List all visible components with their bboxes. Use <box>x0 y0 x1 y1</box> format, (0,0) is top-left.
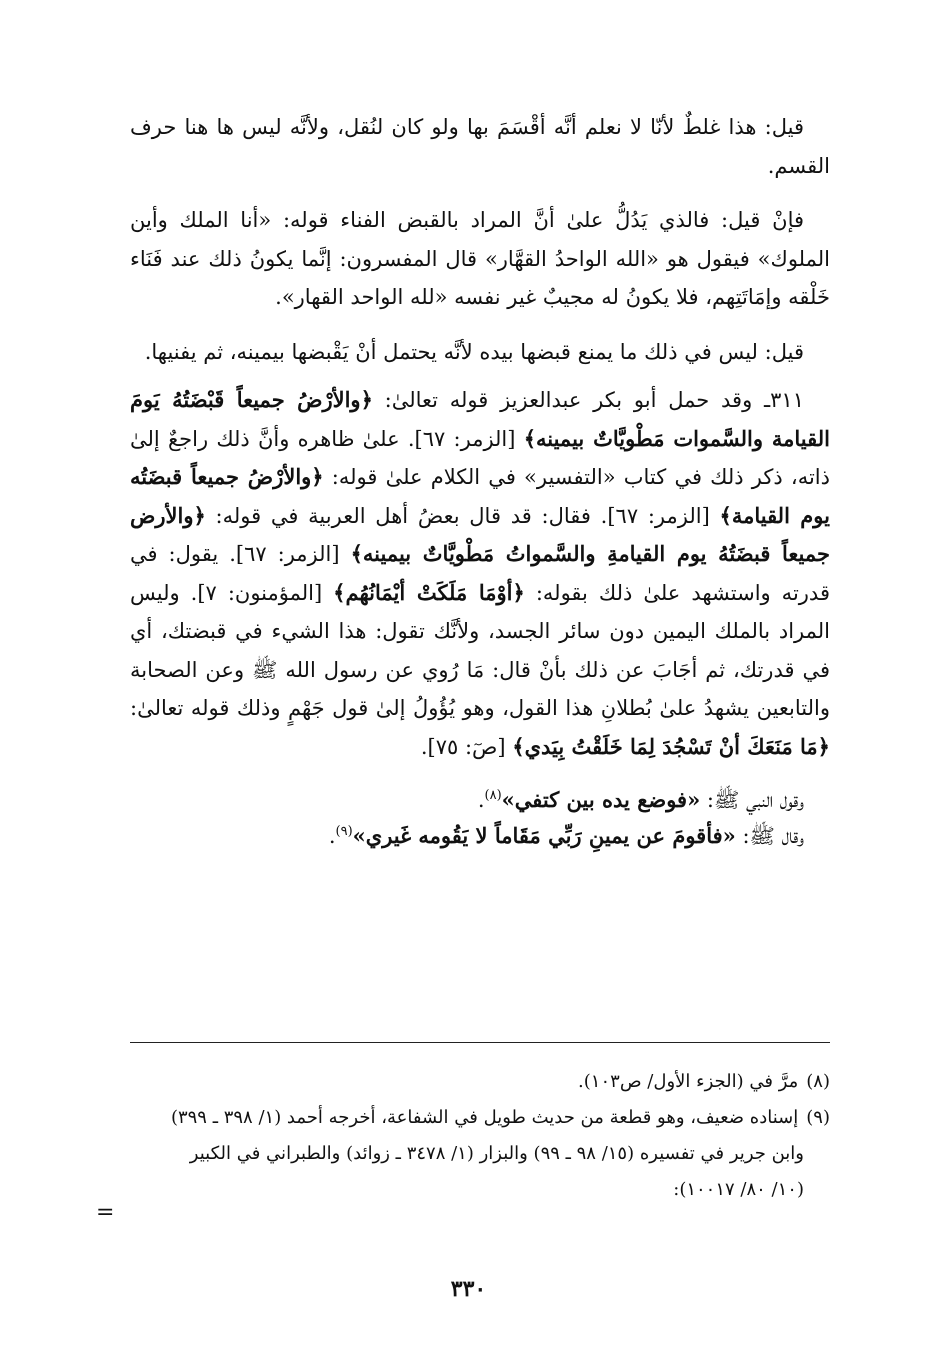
text-run: [الزمر: ٦٧]. علىٰ ظاهره وأنَّ ذلك راجعٌ إلىٰ ذاته، ذكر ذلك في كتاب «التفسير» في الكلام علىٰ قوله: <box>130 426 830 489</box>
text-run: [المؤمنون: ٧]. وليس المراد بالملك اليمين دون سائر الجسد، ولأنَّك تقول: هذا الشيء في قبضتك، أي في قدرتك، ثم أجَابَ عن ذلك بأنْ قال: مَا رُوي عن رسول الله ﷺ وعن الصحابة والتابعين يشهدُ علىٰ بُطلانِ هذا القول، وهو يُؤُولُ إلىٰ قول جَهْمٍ وذلك قوله تعالىٰ: <box>130 580 830 720</box>
text-run: وقول النبي ﷺ: <box>700 788 804 812</box>
footnote-9 <box>130 1100 830 1136</box>
footnote-divider <box>130 1042 830 1043</box>
text-run: . <box>477 788 485 812</box>
text-run: وقال ﷺ: <box>735 824 804 848</box>
footnote-ref[interactable]: (٩) <box>335 824 353 839</box>
paragraph-2: فإنْ قيل: فالذي يَدُلُّ علىٰ أنَّ المراد بالقبض الفناء قوله: «أنا الملك وأين الملوك» فيقول هو «الله الواحدُ القهَّار» قال المفسرون: إنَّما يكونُ ذلك عند فَنَاء خَلْقه وإمَاتَتِهم، فلا يكونُ له مجيبٌ غير نفسه «لله الواحد القهار». <box>130 208 830 309</box>
paragraph-311 <box>130 381 830 766</box>
footnote-text: إسناده ضعيف، وهو قطعة من حديث طويل في الشفاعة، أخرجه أحمد (١/ ٣٩٨ ـ ٣٩٩) <box>170 1107 799 1128</box>
paragraph-3: قيل: ليس في ذلك ما يمنع قبضها بيده لأنَّه يحتمل أنْ يَقْبضها بيمينه، ثم يفنيها. <box>144 339 804 364</box>
quran-verse: ﴿أوْمَا مَلَكَتْ أيْمَانُهُم﴾ <box>333 579 525 605</box>
hadith-text: «فوضع يده بين كتفي» <box>501 787 701 812</box>
footnote-ref[interactable]: (٨) <box>484 788 502 803</box>
footnotes <box>130 1064 830 1208</box>
footnote-number: (٨) <box>806 1071 830 1092</box>
quran-verse: ﴿والأرْضُ جميعاً قبضَتُه يوم القيامة﴾ <box>130 464 830 528</box>
main-text <box>130 108 830 854</box>
footnote-number: (٩) <box>806 1107 830 1128</box>
quran-verse: ﴿مَا مَنَعَكَ أنْ تَسْجُدَ لِمَا خَلَقْتُ بِيَدي﴾ <box>512 733 830 759</box>
hadith-quotes <box>130 782 830 854</box>
hadith-text: «فأقومَ عن يمينِ رَبِّي مَقَاماً لا يَقُومه غَيري» <box>352 823 736 848</box>
page-number: ٣٣٠ <box>450 1276 487 1302</box>
hadith-quote-2 <box>130 818 830 854</box>
footnote-9-line-3: (١٠/ ٨٠/ ١٠٠١٧): <box>673 1179 804 1200</box>
footnote-text: مرَّ في (الجزء الأول/ ص١٠٣). <box>578 1071 799 1092</box>
text-run: . <box>328 824 336 848</box>
text-run: [صٓ: ٧٥]. <box>420 734 513 759</box>
footnote-9-line-2: وابن جرير في تفسيره (١٥/ ٩٨ ـ ٩٩) والبزار (١/ ٣٤٧٨ ـ زوائد) والطبراني في الكبير <box>189 1143 804 1164</box>
continuation-marker: = <box>96 1200 115 1225</box>
footnote-8 <box>130 1064 830 1100</box>
text-run: ٣١١ـ وقد حمل أبو بكر عبدالعزيز قوله تعالىٰ: <box>372 388 804 412</box>
paragraph-1: قيل: هذا غلطٌ لأنّا لا نعلم أنَّه أقْسَمَ بها ولو كان لنُقل، ولأنَّه ليس ها هنا حرف القسم. <box>130 115 830 178</box>
text-run: [الزمر: ٦٧]. يقول: في قدرته واستشهد علىٰ ذلك بقوله: <box>130 542 830 605</box>
quran-verse: ﴿والأرض جميعاً قبضَتُهُ يوم القيامةِ والسَّمواتُ مَطْويَّاتٌ بيمينه﴾ <box>130 502 830 566</box>
quran-verse: ﴿والأرْضُ جميعاً قَبْضَتُهُ يَومَ القيامة والسَّموات مَطْويَّاتٌ بيمينه﴾ <box>130 387 830 451</box>
hadith-quote-1 <box>130 782 830 818</box>
text-run: [الزمر: ٦٧]. فقال: قد قال بعضُ أهل العربية في قوله: <box>205 503 720 528</box>
